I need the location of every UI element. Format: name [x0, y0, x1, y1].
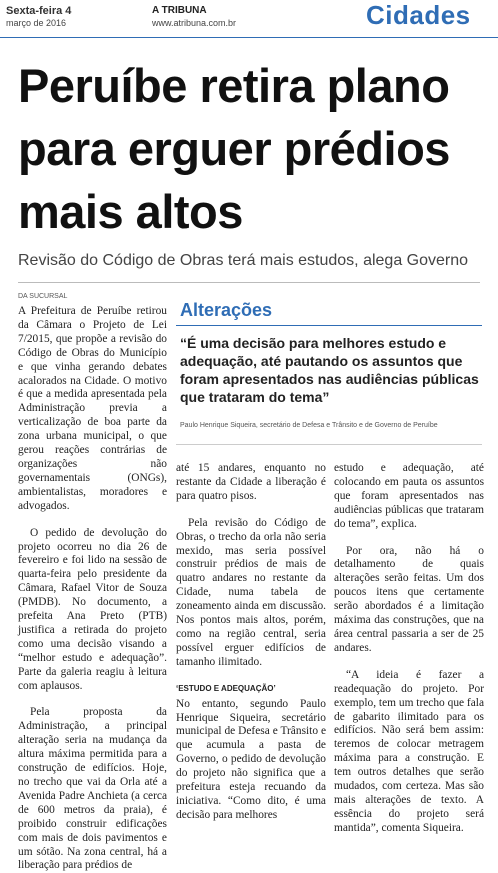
quote-attribution: Paulo Henrique Siqueira, secretário de Defesa e Trânsito e de Governo de Peruíbe [180, 422, 438, 429]
pull-quote: “É uma decisão para melhores estudo e adequação, até pautando os assuntos que foram apresentados nas audiências públicas que trataram do tema” [180, 335, 479, 405]
deck-divider [18, 282, 480, 283]
paragraph: estudo e adequação, até colocando em pauta os assuntos que foram apresentados nas audiências públicas que trataram do tema”, explica. [334, 462, 484, 530]
sidebar-quote-box [176, 298, 482, 454]
sidebar-divider [176, 325, 482, 326]
newspaper-url: www.atribuna.com.br [152, 18, 237, 28]
section-title: Cidades [366, 0, 471, 30]
subheading: ‘ESTUDO E ADEQUAÇÃO’ [176, 683, 276, 693]
paragraph: A Prefeitura de Peruíbe retirou da Câmara o Projeto de Lei 7/2015, que propõe a revisão do Código de Obras do Município e que vinha gerando debates acalorados na Cidade. O motivo é que a medida apresentada pela Administração previa a verticalização de boa parte da zona urbana municipal, o que gerou reações contrárias de organizações não governamentais (ONGs), ambientalistas, moradores e advogados. [18, 305, 167, 512]
paragraph: “A ideia é fazer a readequação do projeto. Por exemplo, tem um trecho que fala de gabarito ilimitado para os edifícios. Não será bem assim: teremos de colocar metragem máxima para a construção. E tem outros detalhes que serão mudados, com certeza. Mas são mais alterações de texto. A essência do projeto será mantida”, comenta Siqueira. [334, 668, 484, 834]
paragraph: Pela proposta da Administração, a principal alteração seria na mudança da altura máxima permitida para a construção de edifícios. Hoje, no trecho que vai da Orla até a Avenida Padre Anchieta (a cerca de 600 metros da praia), é proibido construir edificações com mais de dois pavimentos e um sótão. Na zona central, há a liberação para prédios de [18, 706, 167, 872]
issue-date: março de 2016 [6, 18, 67, 28]
newspaper-name: A TRIBUNA [152, 5, 207, 16]
sidebar-title: Alterações [180, 300, 273, 320]
masthead [0, 0, 498, 38]
paragraph: O pedido de devolução do projeto ocorreu no dia 26 de fevereiro e foi lido na sessão de quarta-feira pelo presidente da Câmara, Rafael Vitor de Souza (PMDB). No documento, a prefeita Ana Preto (PTB) justifica a retirada do projeto como uma decisão visando a “melhor estudo e adequação”. Parte da galeria reagiu à leitura com aplausos. [18, 526, 167, 692]
paragraph: até 15 andares, enquanto no restante da Cidade a liberação é para quatro pisos. [176, 462, 326, 502]
article-column-3 [334, 462, 484, 834]
paragraph: No entanto, segundo Paulo Henrique Siqueira, secretário municipal de Defesa e Trânsito e que acumula a pasta de Governo, o pedido de devolução do projeto não significa que a prefeitura esteja recuando da iniciativa. “Como dito, é uma decisão para melhores [176, 697, 326, 821]
masthead-divider [0, 37, 498, 38]
article-column-2 [176, 462, 326, 821]
article-byline: DA SUCURSAL [18, 293, 68, 300]
issue-day: Sexta-feira 4 [6, 5, 72, 17]
article-deck: Revisão do Código de Obras terá mais estudos, alega Governo [18, 252, 469, 269]
paragraph: Pela revisão do Código de Obras, o trecho da orla não seria mexido, mas seria possível construir prédios de mais de quatro andares no restante da Cidade, numa tabela de zoneamento ainda em discussão. Nos pontos mais altos, porém, como na região central, seria possível erguer edifícios de tamanho ilimitado. [176, 516, 326, 668]
paragraph: Por ora, não há o detalhamento de quais alterações serão feitas. Um dos poucos itens que certamente serão abordados é a limitação máxima das construções, que na área central passaria a ser de 25 andares. [334, 544, 484, 654]
article-headline: Peruíbe retira plano para erguer prédios mais altos [18, 59, 450, 238]
article-column-1 [18, 305, 167, 872]
sidebar-bottom-rule [176, 444, 482, 445]
